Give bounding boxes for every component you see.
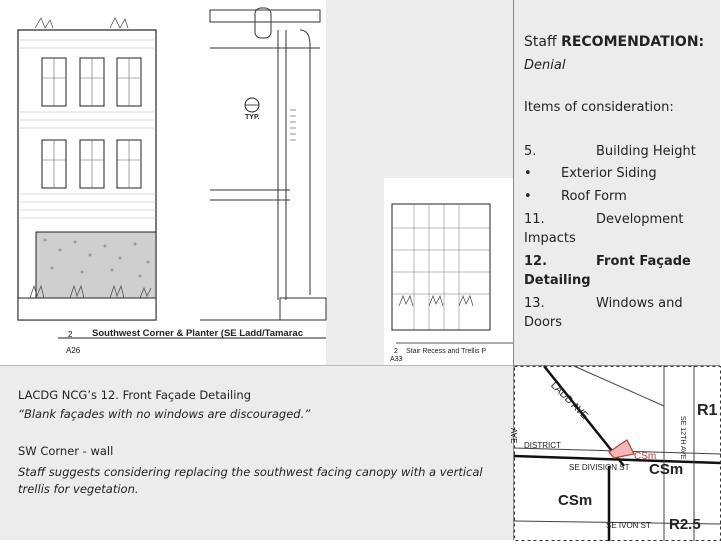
guideline-quote: “Blank façades with no windows are discouraged.” (18, 407, 311, 421)
items-heading: Items of consideration: (524, 100, 674, 115)
zone-label: R1 (697, 402, 718, 419)
item-text: Development (596, 212, 684, 227)
trellis-sheet (384, 178, 513, 365)
guideline-title: LACDG NCG’s 12. Front Façade Detailing (18, 388, 251, 402)
site-zone-label: CSm (634, 451, 657, 462)
zone-label: R2.5 (669, 516, 701, 533)
recommendation-panel (513, 0, 720, 365)
street-label: SE IVON ST (606, 521, 651, 530)
item-bullet: • (524, 189, 532, 204)
item-text-continued: Detailing (524, 273, 591, 288)
caption-number: 2 (68, 330, 73, 339)
recommendation-heading (524, 34, 704, 50)
caption-title: Southwest Corner & Planter (SE Ladd/Tamarac (92, 328, 303, 339)
heading-label: RECOMENDATION: (561, 34, 705, 50)
district-label: DISTRICT (524, 441, 561, 450)
typ-label: TYP. (245, 114, 260, 121)
elevation-sheet (0, 0, 326, 365)
trellis-elevation-drawing (384, 178, 513, 365)
item-text: Front Façade (596, 254, 691, 269)
item-text: Windows and (596, 296, 683, 311)
item-number: 5. (524, 144, 537, 159)
caption-sheet: A26 (66, 346, 81, 355)
caption2-title: Stair Recess and Trellis P (406, 348, 487, 355)
recommendation-decision: Denial (524, 58, 566, 73)
item-number: 12. (524, 254, 548, 269)
zoning-map-graphic (514, 366, 721, 541)
item-text-continued: Impacts (524, 231, 576, 246)
architectural-drawings (0, 0, 513, 365)
street-label: LADD AVE (548, 380, 591, 422)
section-title: SW Corner - wall (18, 444, 114, 458)
caption2-number: 2 (394, 348, 398, 355)
street-label: SE DIVISION ST (569, 463, 630, 472)
zone-label: CSm (649, 461, 684, 478)
item-text-continued: Doors (524, 315, 563, 330)
zone-label: CSm (558, 492, 593, 509)
item-text: Building Height (596, 144, 696, 159)
heading-prefix: Staff (524, 34, 562, 50)
wall-section-detail (200, 8, 326, 320)
item-text: Exterior Siding (561, 166, 657, 181)
item-number: 11. (524, 212, 545, 227)
staff-suggestion: Staff suggests considering replacing the southwest facing canopy with a vertical trellis for vegetation. (18, 465, 483, 496)
building-elevation-drawing (0, 0, 326, 365)
caption2-sheet: A33 (390, 356, 403, 363)
item-bullet: • (524, 166, 532, 181)
notes-panel (0, 365, 513, 540)
roof-planting (35, 18, 128, 28)
item-number: 13. (524, 296, 545, 311)
street-label: SE 12TH AVE (679, 416, 686, 460)
ave-label: AVE (509, 428, 518, 444)
item-text: Roof Form (561, 189, 627, 204)
zoning-map (509, 365, 720, 540)
